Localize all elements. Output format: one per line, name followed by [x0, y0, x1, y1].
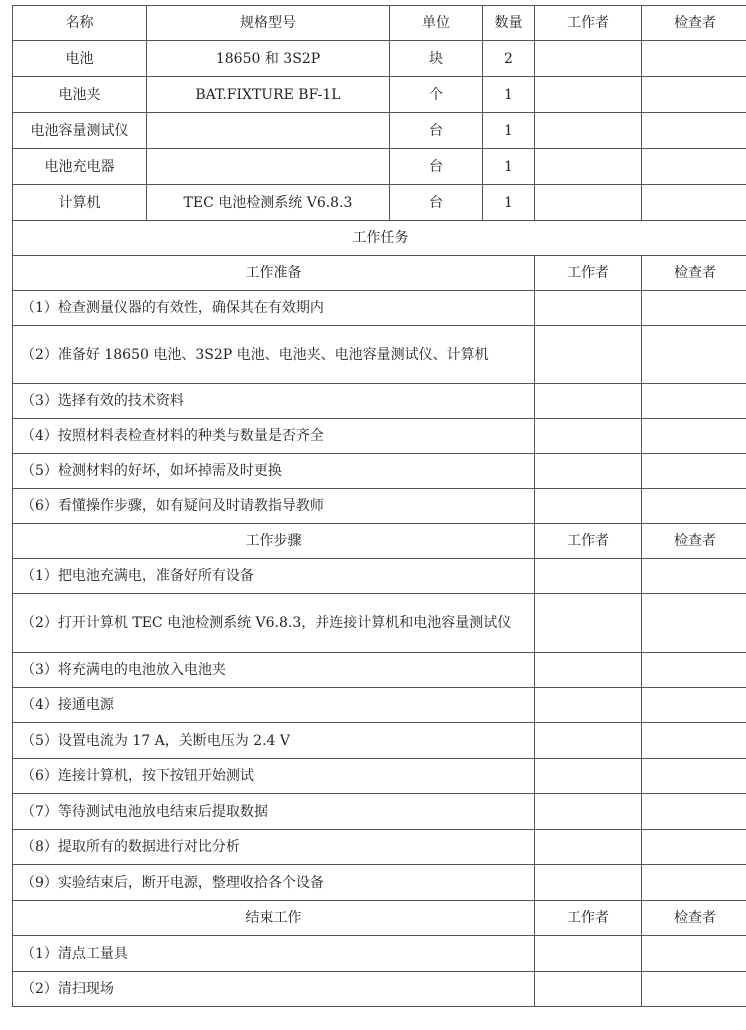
- worker-cell[interactable]: [535, 419, 642, 454]
- section-title-preparation: 工作准备: [13, 256, 535, 291]
- material-spec: [147, 149, 390, 185]
- checker-cell[interactable]: [642, 759, 746, 794]
- worker-cell[interactable]: [535, 291, 642, 326]
- material-name: 计算机: [13, 185, 147, 221]
- worker-cell[interactable]: [535, 149, 642, 185]
- section-checker-label: 检查者: [642, 524, 746, 559]
- worker-cell[interactable]: [535, 489, 642, 524]
- worker-cell[interactable]: [535, 759, 642, 794]
- checker-cell[interactable]: [642, 185, 746, 221]
- material-unit: 台: [390, 113, 483, 149]
- checker-cell[interactable]: [642, 830, 746, 865]
- header-checker: 检查者: [642, 6, 746, 41]
- task-text: （5）检测材料的好坏，如坏掉需及时更换: [13, 454, 535, 489]
- checker-cell[interactable]: [642, 936, 746, 972]
- task-row: [13, 559, 746, 594]
- task-text: （1）把电池充满电，准备好所有设备: [13, 559, 535, 594]
- worker-cell[interactable]: [535, 454, 642, 489]
- materials-header-row: [13, 6, 746, 41]
- worker-cell[interactable]: [535, 594, 642, 653]
- material-row: [13, 41, 746, 77]
- section-worker-label: 工作者: [535, 524, 642, 559]
- task-text: （3）将充满电的电池放入电池夹: [13, 653, 535, 688]
- task-text: （1）检查测量仪器的有效性，确保其在有效期内: [13, 291, 535, 326]
- worker-cell[interactable]: [535, 653, 642, 688]
- section-header-row: [13, 901, 746, 936]
- task-row: [13, 936, 746, 972]
- header-unit: 单位: [390, 6, 483, 41]
- task-row: [13, 865, 746, 901]
- checker-cell[interactable]: [642, 723, 746, 759]
- task-row: [13, 384, 746, 419]
- material-row: [13, 149, 746, 185]
- task-text: （2）准备好 18650 电池、3S2P 电池、电池夹、电池容量测试仪、计算机: [13, 326, 535, 384]
- material-row: [13, 77, 746, 113]
- material-qty: 1: [483, 185, 535, 221]
- section-title-steps: 工作步骤: [13, 524, 535, 559]
- checker-cell[interactable]: [642, 149, 746, 185]
- worker-cell[interactable]: [535, 77, 642, 113]
- worker-cell[interactable]: [535, 723, 642, 759]
- section-checker-label: 检查者: [642, 901, 746, 936]
- section-header-row: [13, 524, 746, 559]
- task-text: （2）打开计算机 TEC 电池检测系统 V6.8.3，并连接计算机和电池容量测试仪: [13, 594, 535, 653]
- checker-cell[interactable]: [642, 41, 746, 77]
- task-row: [13, 419, 746, 454]
- task-text: （5）设置电流为 17 A，关断电压为 2.4 V: [13, 723, 535, 759]
- task-text: （6）看懂操作步骤，如有疑问及时请教指导教师: [13, 489, 535, 524]
- checker-cell[interactable]: [642, 291, 746, 326]
- material-name: 电池充电器: [13, 149, 147, 185]
- checker-cell[interactable]: [642, 489, 746, 524]
- task-text: （8）提取所有的数据进行对比分析: [13, 830, 535, 865]
- header-name: 名称: [13, 6, 147, 41]
- material-name: 电池夹: [13, 77, 147, 113]
- worker-cell[interactable]: [535, 794, 642, 830]
- task-text: （3）选择有效的技术资料: [13, 384, 535, 419]
- checker-cell[interactable]: [642, 454, 746, 489]
- section-title-closing: 结束工作: [13, 901, 535, 936]
- material-qty: 2: [483, 41, 535, 77]
- checker-cell[interactable]: [642, 384, 746, 419]
- task-row: [13, 830, 746, 865]
- task-text: （4）按照材料表检查材料的种类与数量是否齐全: [13, 419, 535, 454]
- material-spec: 18650 和 3S2P: [147, 41, 390, 77]
- task-row: [13, 326, 746, 384]
- worker-cell[interactable]: [535, 384, 642, 419]
- section-worker-label: 工作者: [535, 256, 642, 291]
- worker-cell[interactable]: [535, 972, 642, 1007]
- checker-cell[interactable]: [642, 77, 746, 113]
- checker-cell[interactable]: [642, 794, 746, 830]
- worker-cell[interactable]: [535, 113, 642, 149]
- material-unit: 台: [390, 185, 483, 221]
- checker-cell[interactable]: [642, 594, 746, 653]
- worker-cell[interactable]: [535, 688, 642, 723]
- checker-cell[interactable]: [642, 113, 746, 149]
- task-text: （6）连接计算机，按下按钮开始测试: [13, 759, 535, 794]
- material-name: 电池容量测试仪: [13, 113, 147, 149]
- task-row: [13, 972, 746, 1007]
- header-qty: 数量: [483, 6, 535, 41]
- checker-cell[interactable]: [642, 688, 746, 723]
- checker-cell[interactable]: [642, 972, 746, 1007]
- task-row: [13, 723, 746, 759]
- material-spec: [147, 113, 390, 149]
- work-order-sheet: [12, 5, 746, 1007]
- header-spec: 规格型号: [147, 6, 390, 41]
- task-text: （7）等待测试电池放电结束后提取数据: [13, 794, 535, 830]
- section-checker-label: 检查者: [642, 256, 746, 291]
- material-row: [13, 185, 746, 221]
- work-order-table: [12, 5, 746, 1007]
- worker-cell[interactable]: [535, 559, 642, 594]
- material-unit: 个: [390, 77, 483, 113]
- worker-cell[interactable]: [535, 936, 642, 972]
- task-row: [13, 794, 746, 830]
- worker-cell[interactable]: [535, 185, 642, 221]
- material-unit: 块: [390, 41, 483, 77]
- task-row: [13, 594, 746, 653]
- task-row: [13, 688, 746, 723]
- material-row: [13, 113, 746, 149]
- worker-cell[interactable]: [535, 41, 642, 77]
- task-text: （4）接通电源: [13, 688, 535, 723]
- material-spec: TEC 电池检测系统 V6.8.3: [147, 185, 390, 221]
- task-row: [13, 759, 746, 794]
- material-qty: 1: [483, 149, 535, 185]
- work-task-row: [13, 221, 746, 256]
- section-worker-label: 工作者: [535, 901, 642, 936]
- checker-cell[interactable]: [642, 559, 746, 594]
- task-row: [13, 454, 746, 489]
- material-qty: 1: [483, 77, 535, 113]
- checker-cell[interactable]: [642, 653, 746, 688]
- task-text: （1）清点工量具: [13, 936, 535, 972]
- checker-cell[interactable]: [642, 419, 746, 454]
- material-spec: BAT.FIXTURE BF-1L: [147, 77, 390, 113]
- checker-cell[interactable]: [642, 865, 746, 901]
- task-row: [13, 291, 746, 326]
- material-name: 电池: [13, 41, 147, 77]
- task-row: [13, 653, 746, 688]
- task-text: （2）清扫现场: [13, 972, 535, 1007]
- task-text: （9）实验结束后，断开电源，整理收拾各个设备: [13, 865, 535, 901]
- work-task-title: 工作任务: [13, 221, 746, 256]
- checker-cell[interactable]: [642, 326, 746, 384]
- task-row: [13, 489, 746, 524]
- worker-cell[interactable]: [535, 326, 642, 384]
- material-qty: 1: [483, 113, 535, 149]
- material-unit: 台: [390, 149, 483, 185]
- worker-cell[interactable]: [535, 830, 642, 865]
- section-header-row: [13, 256, 746, 291]
- worker-cell[interactable]: [535, 865, 642, 901]
- header-worker: 工作者: [535, 6, 642, 41]
